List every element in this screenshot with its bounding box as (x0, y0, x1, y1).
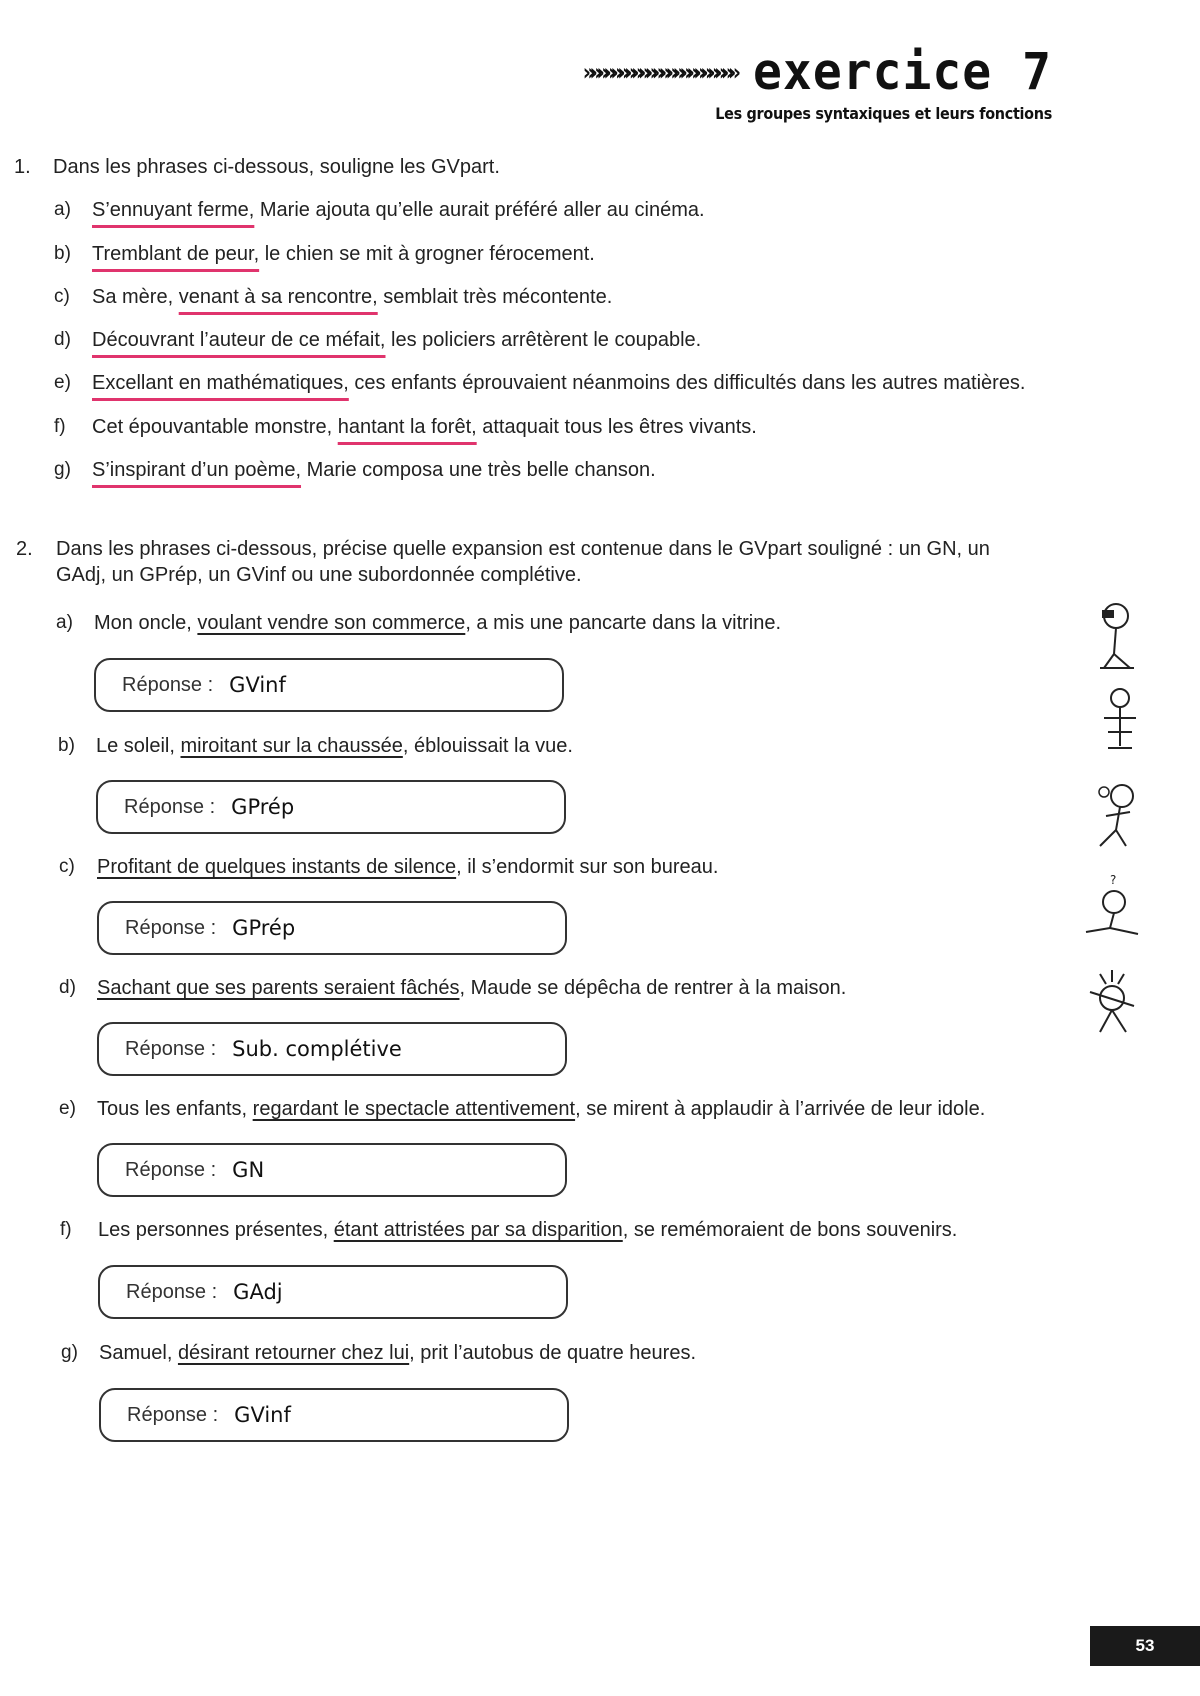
answer-label: Réponse : (125, 1037, 217, 1060)
q2-item-letter: g) (61, 1342, 78, 1363)
q2-item-sentence (97, 856, 718, 879)
answer-box[interactable] (97, 901, 567, 955)
question-1-number: 1. (14, 156, 31, 178)
answer-label: Réponse : (127, 1403, 219, 1426)
q2-item-letter: e) (59, 1098, 76, 1119)
sentence-fragment: , se mirent à applaudir à l’arrivée de leur idole. (575, 1098, 986, 1120)
q1-item-letter: a) (54, 199, 71, 220)
q2-item-letter: b) (58, 735, 75, 756)
question-2-number: 2. (16, 538, 33, 560)
cartoon-figure-stressed-icon (1080, 966, 1144, 1038)
sentence-fragment: attaquait tous les êtres vivants. (476, 416, 757, 438)
q2-item-letter: a) (56, 612, 73, 633)
q2-item-sentence (97, 977, 846, 1000)
sentence-fragment: Cet épouvantable monstre, (92, 416, 338, 438)
sentence-fragment: , Maude se dépêcha de rentrer à la maison. (459, 977, 847, 999)
sentence-fragment: , il s’endormit sur son bureau. (456, 856, 719, 878)
page-number: 53 (1090, 1626, 1200, 1666)
gvpart-underlined: Excellant en mathématiques, (92, 372, 349, 394)
sentence-fragment: le chien se mit à grogner férocement. (259, 243, 595, 265)
sentence-fragment: , a mis une pancarte dans la vitrine. (465, 612, 782, 634)
answer-label: Réponse : (126, 1280, 218, 1303)
cartoon-figure-standing-icon (1096, 686, 1144, 752)
q1-item-sentence (92, 286, 612, 309)
answer-value[interactable]: GVinf (229, 673, 286, 697)
q1-item-sentence (92, 199, 705, 222)
gvpart-underlined: S’inspirant d’un poème, (92, 459, 302, 481)
svg-text:?: ? (1110, 873, 1117, 887)
sentence-fragment: Les personnes présentes, (98, 1219, 334, 1241)
exercise-header (583, 44, 1052, 123)
sentence-fragment: les policiers arrêtèrent le coupable. (385, 329, 702, 351)
q1-item-letter: c) (54, 286, 70, 307)
sentence-fragment: Sa mère, (92, 286, 179, 308)
gvpart-underlined: S’ennuyant ferme, (92, 199, 255, 221)
cartoon-figure-sitting-icon (1080, 872, 1144, 938)
answer-box[interactable] (99, 1388, 569, 1442)
q1-item-letter: e) (54, 372, 71, 393)
q2-item-sentence (96, 735, 573, 758)
gvpart-underlined: hantant la forêt, (337, 416, 477, 438)
gvpart-underlined: Sachant que ses parents seraient fâchés (97, 977, 460, 999)
answer-label: Réponse : (124, 795, 216, 818)
gvpart-underlined: miroitant sur la chaussée (180, 735, 403, 757)
gvpart-underlined: Découvrant l’auteur de ce méfait, (92, 329, 386, 351)
q1-item-letter: d) (54, 329, 71, 350)
title-line (583, 44, 1052, 100)
cartoon-figure-binoculars-icon (1086, 600, 1142, 672)
sentence-fragment: , prit l’autobus de quatre heures. (409, 1342, 697, 1364)
gvpart-underlined: venant à sa rencontre, (178, 286, 378, 308)
q1-item-sentence (92, 243, 595, 266)
sentence-fragment: , éblouissait la vue. (402, 735, 573, 757)
answer-box[interactable] (94, 658, 564, 712)
exercise-subtitle: Les groupes syntaxiques et leurs fonctions (715, 104, 1052, 123)
answer-value[interactable]: GPrép (231, 795, 295, 819)
cartoon-figure-walking-icon (1088, 782, 1144, 852)
sentence-fragment: Marie composa une très belle chanson. (301, 459, 656, 481)
sentence-fragment: semblait très mécontente. (377, 286, 613, 308)
sentence-fragment: Tous les enfants, (97, 1098, 253, 1120)
sentence-fragment: Mon oncle, (94, 612, 198, 634)
q1-item-letter: g) (54, 459, 71, 480)
question-1-prompt: Dans les phrases ci-dessous, souligne les GVpart. (53, 156, 500, 178)
gvpart-underlined: regardant le spectacle attentivement (252, 1098, 576, 1120)
q1-item-sentence (92, 329, 701, 352)
q2-item-sentence (98, 1219, 957, 1242)
q2-item-letter: c) (59, 856, 75, 877)
gvpart-underlined: Tremblant de peur, (92, 243, 260, 265)
sentence-fragment: Le soleil, (96, 735, 181, 757)
sentence-fragment: , se remémoraient de bons souvenirs. (622, 1219, 958, 1241)
sentence-fragment: Samuel, (99, 1342, 178, 1364)
answer-label: Réponse : (125, 916, 217, 939)
gvpart-underlined: désirant retourner chez lui (177, 1342, 410, 1364)
q2-item-letter: d) (59, 977, 76, 998)
answer-box[interactable] (97, 1022, 567, 1076)
answer-value[interactable]: GAdj (233, 1280, 283, 1304)
q2-item-sentence (94, 612, 781, 635)
answer-label: Réponse : (125, 1158, 217, 1181)
answer-label: Réponse : (122, 673, 214, 696)
answer-value[interactable]: Sub. complétive (232, 1037, 402, 1061)
answer-box[interactable] (96, 780, 566, 834)
answer-value[interactable]: GN (232, 1158, 265, 1182)
answer-box[interactable] (97, 1143, 567, 1197)
q1-item-letter: f) (54, 416, 66, 437)
sentence-fragment: ces enfants éprouvaient néanmoins des difficultés dans les autres matières. (348, 372, 1026, 394)
question-2-prompt-line1: Dans les phrases ci-dessous, précise quelle expansion est contenue dans le GVpart souligné : un GN, un (56, 538, 990, 560)
q2-item-sentence (99, 1342, 696, 1365)
q1-item-sentence (92, 372, 1026, 395)
chevron-decoration: »»»»»»»»»»»»»»»»»»»»»» (582, 58, 736, 86)
answer-value[interactable]: GVinf (234, 1403, 291, 1427)
q2-item-letter: f) (60, 1219, 72, 1240)
answer-value[interactable]: GPrép (232, 916, 296, 940)
q1-item-letter: b) (54, 243, 71, 264)
q1-item-sentence (92, 416, 757, 439)
gvpart-underlined: étant attristées par sa disparition (333, 1219, 623, 1241)
q2-item-sentence (97, 1098, 985, 1121)
answer-box[interactable] (98, 1265, 568, 1319)
sentence-fragment: Marie ajouta qu’elle aurait préféré aller au cinéma. (254, 199, 705, 221)
gvpart-underlined: voulant vendre son commerce (197, 612, 466, 634)
exercise-title: exercice 7 (753, 42, 1052, 102)
question-2-prompt-line2: GAdj, un GPrép, un GVinf ou une subordonnée complétive. (56, 564, 582, 586)
q1-item-sentence (92, 459, 656, 482)
gvpart-underlined: Profitant de quelques instants de silence (97, 856, 457, 878)
